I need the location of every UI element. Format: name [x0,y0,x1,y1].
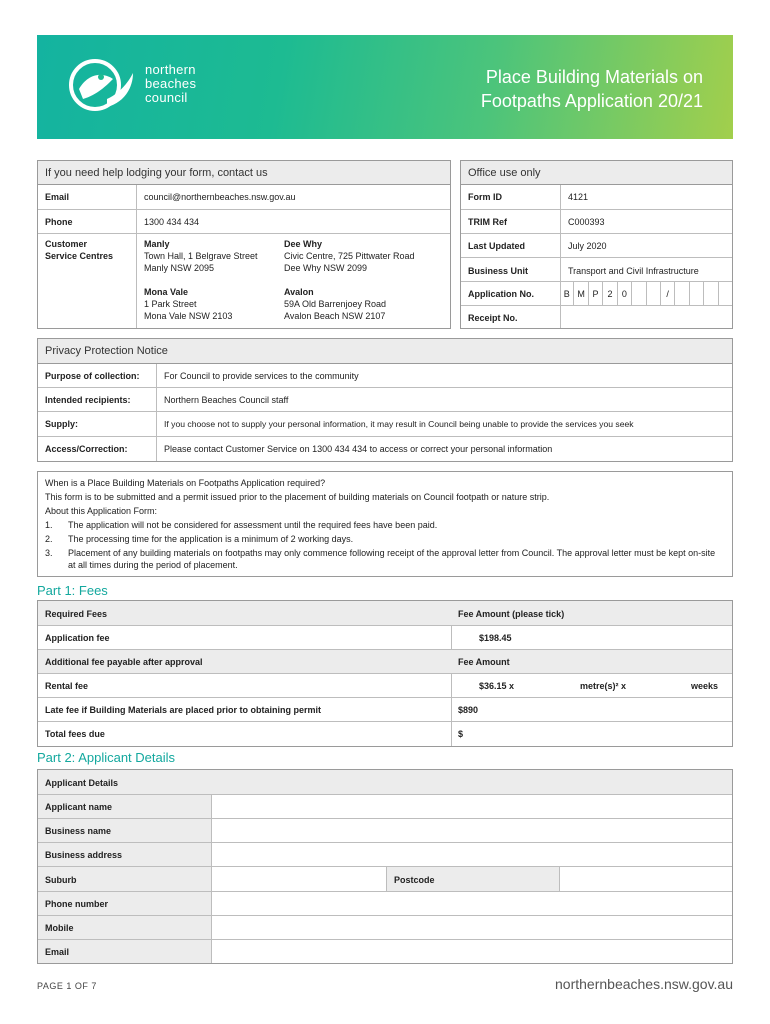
privacy-value: Northern Beaches Council staff [164,395,289,405]
phone-label: Phone [45,217,73,227]
postcode-label: Postcode [394,875,435,885]
centres-label: Customer Service Centres [45,239,114,261]
total-fees-label: Total fees due [45,729,105,739]
mobile-input[interactable] [213,916,732,939]
applicant-name-input[interactable] [213,795,732,818]
late-fee-label: Late fee if Building Materials are placed prior to obtaining permit [45,705,322,715]
form-id-label: Form ID [468,192,503,202]
info-statement: This form is to be submitted and a permit issued prior to the placement of building materials on Council footpath or nature strip. [45,492,550,502]
additional-fee-value: Fee Amount [458,657,510,667]
contact-section [37,160,451,329]
rental-fee-weeks[interactable]: weeks [691,681,719,691]
council-name [145,63,196,105]
application-no-char-box[interactable] [719,282,732,306]
business-name-label: Business name [45,826,112,836]
application-no-char-box[interactable] [632,282,646,306]
rental-fee-metres[interactable]: metre(s)² x [580,681,627,691]
application-no-char-box[interactable]: M [574,282,588,306]
email-field-label: Email [45,947,70,957]
centre-dee-why: Dee Why Civic Centre, 725 Pittwater Road Dee Why NSW 2099 [284,239,415,273]
email-label: Email [45,192,70,202]
fees-table [37,600,733,747]
application-no-boxes [560,282,732,306]
page-title [481,65,703,113]
phone-number-input[interactable] [213,892,732,915]
business-unit-label: Business Unit [468,266,529,276]
privacy-value: For Council to provide services to the community [164,371,359,381]
page-title-line2: Footpaths Application 20/21 [480,91,703,111]
application-no-char-box[interactable] [704,282,718,306]
centre-manly: Manly Town Hall, 1 Belgrave Street Manly NSW 2095 [144,239,258,273]
office-use-section [460,160,733,329]
business-name-input[interactable] [213,819,732,842]
suburb-input[interactable] [213,867,386,891]
receipt-no-label: Receipt No. [468,313,518,323]
rental-fee-label: Rental fee [45,681,89,691]
email-value[interactable]: council@northernbeaches.nsw.gov.au [144,192,296,202]
council-name-line3: council [145,90,188,105]
business-address-input[interactable] [213,843,732,866]
last-updated-label: Last Updated [468,241,526,251]
fees-col-amount: Fee Amount (please tick) [458,609,565,619]
application-no-char-box[interactable] [690,282,704,306]
privacy-section [37,338,733,462]
privacy-value: Please contact Customer Service on 1300 434 434 to access or correct your personal information [164,444,553,454]
total-fees-value[interactable]: $ [458,729,464,739]
applicant-title: Part 2: Applicant Details [37,750,176,765]
list-item: 1. The application will not be considered for assessment until the required fees have been paid. [45,520,438,530]
council-name-line1: northern [145,62,196,77]
info-section [37,471,733,577]
suburb-label: Suburb [45,875,77,885]
page-title-line1: Place Building Materials on [485,67,703,87]
centre-mona-vale: Mona Vale 1 Park Street Mona Vale NSW 2103 [144,287,233,321]
privacy-label: Access/Correction: [45,444,128,454]
list-item: 2. The processing time for the application is a minimum of 2 working days. [45,534,354,544]
applicant-name-label: Applicant name [45,802,113,812]
application-no-char-box[interactable]: 0 [618,282,632,306]
fees-col-required: Required Fees [45,609,108,619]
website-link[interactable]: northernbeaches.nsw.gov.au [555,976,733,992]
privacy-value: If you choose not to supply your personal information, it may result in Council being unable to provide the services you seek [164,419,634,429]
trim-ref-value: C000393 [568,217,605,227]
application-no-char-box[interactable]: / [661,282,675,306]
trim-ref-label: TRIM Ref [468,217,507,227]
application-no-char-box[interactable] [647,282,661,306]
form-id-value: 4121 [568,192,589,202]
header-banner [37,35,733,139]
late-fee-value[interactable]: $890 [458,705,479,715]
info-about: About this Application Form: [45,506,158,516]
mobile-label: Mobile [45,923,74,933]
business-address-label: Business address [45,850,123,860]
council-logo-icon [67,55,139,117]
application-no-char-box[interactable] [675,282,689,306]
application-no-label: Application No. [468,289,534,299]
list-item: 3. Placement of any building materials on footpaths may only commence following receipt of the approval letter from Council. The approval letter must be kept on-site at all times during the period of placement. [45,548,716,570]
application-fee-value[interactable]: $198.45 [479,633,512,643]
office-heading: Office use only [461,161,732,185]
postcode-input[interactable] [561,867,732,891]
privacy-label: Supply: [45,419,78,429]
contact-heading: If you need help lodging your form, contact us [38,161,450,185]
application-fee-label: Application fee [45,633,110,643]
page-number: PAGE 1 OF 7 [37,981,97,991]
application-no-char-box[interactable]: P [589,282,603,306]
applicant-table [37,769,733,964]
application-no-char-box[interactable]: B [560,282,574,306]
rental-fee-rate: $36.15 x [479,681,515,691]
privacy-label: Intended recipients: [45,395,131,405]
phone-number-label: Phone number [45,899,109,909]
info-question: When is a Place Building Materials on Footpaths Application required? [45,478,326,488]
receipt-no-field[interactable] [561,306,732,329]
application-no-char-box[interactable]: 2 [603,282,617,306]
email-field[interactable] [213,940,732,963]
council-name-line2: beaches [145,76,197,91]
last-updated-value: July 2020 [568,241,607,251]
centre-avalon: Avalon 59A Old Barrenjoey Road Avalon Beach NSW 2107 [284,287,387,321]
applicant-heading: Applicant Details [45,778,119,788]
additional-fee-label: Additional fee payable after approval [45,657,203,667]
fees-title: Part 1: Fees [37,583,108,598]
privacy-heading: Privacy Protection Notice [38,339,732,364]
phone-value[interactable]: 1300 434 434 [144,217,200,227]
business-unit-value: Transport and Civil Infrastructure [568,266,699,276]
privacy-label: Purpose of collection: [45,371,140,381]
